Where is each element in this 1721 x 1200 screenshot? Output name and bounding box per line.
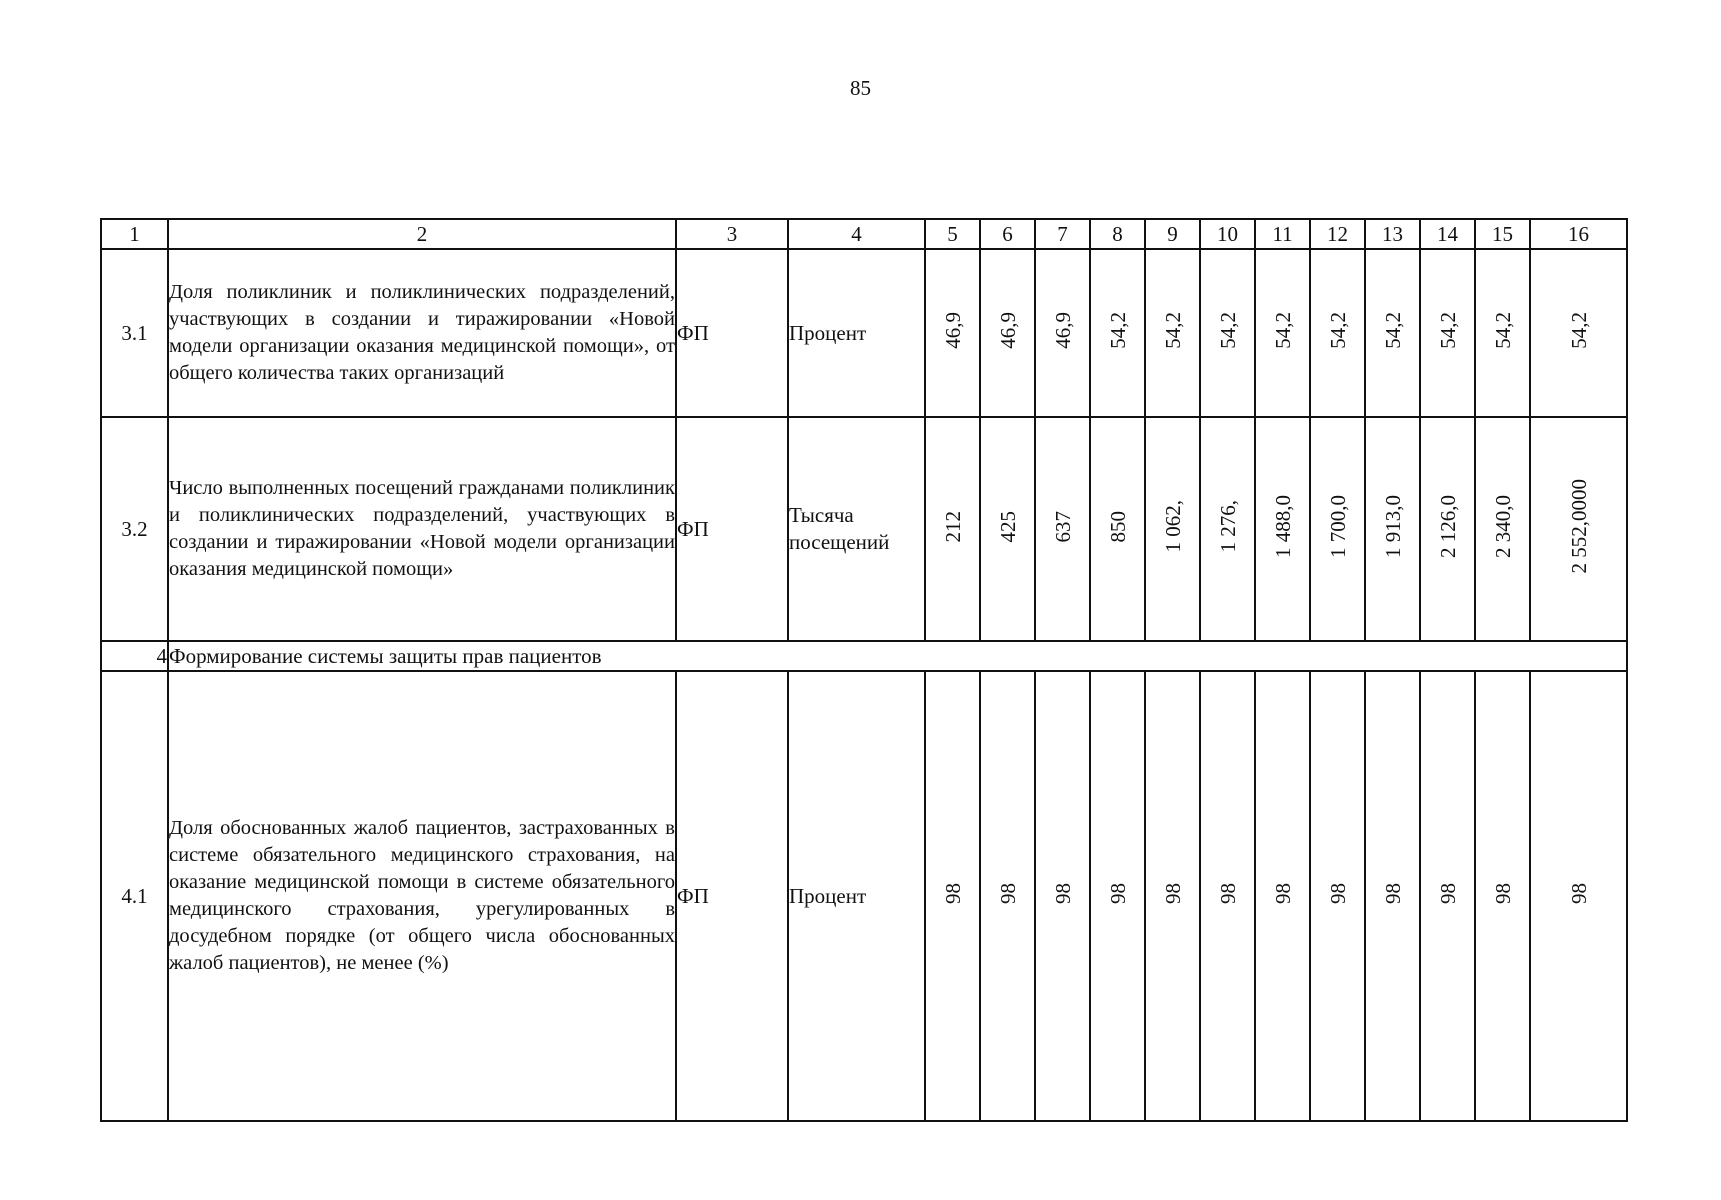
row-description: Число выполненных посещений гражданами поликлиник и поликлинических подразделений, участвующих в создании и тиражировании «Новой модели организации оказания медицинской помощи» xyxy=(168,417,676,641)
value-cell xyxy=(1530,249,1627,417)
value-cell xyxy=(1145,249,1200,417)
value-cell xyxy=(980,417,1035,641)
value-text: 98 xyxy=(1215,883,1240,904)
value-cell xyxy=(1200,417,1255,641)
value-cell xyxy=(980,249,1035,417)
value-text: 2 552,0000 xyxy=(1566,479,1591,574)
value-text: 425 xyxy=(995,510,1020,543)
value-text: 1 062, xyxy=(1160,500,1185,553)
row-description: Доля обоснованных жалоб пациентов, застрахованных в системе обязательного медицинского страхования, на оказание медицинской помощи в системе обязательного медицинского страхования, урегулированных в досудебном порядке (от общего числа обоснованных жалоб пациентов), не менее (%) xyxy=(168,671,676,1121)
row-unit: Процент xyxy=(788,249,925,417)
value-text: 1 276, xyxy=(1215,500,1240,553)
value-text: 46,9 xyxy=(1050,312,1075,349)
row-number: 4.1 xyxy=(101,671,168,1121)
value-text: 98 xyxy=(940,883,965,904)
header-cell: 7 xyxy=(1035,219,1090,249)
header-cell: 1 xyxy=(101,219,168,249)
header-cell: 12 xyxy=(1310,219,1365,249)
value-cell xyxy=(1420,249,1475,417)
value-text: 2 126,0 xyxy=(1435,495,1460,558)
value-cell xyxy=(1310,249,1365,417)
header-cell: 10 xyxy=(1200,219,1255,249)
value-text: 98 xyxy=(1380,883,1405,904)
header-row xyxy=(101,219,1627,249)
value-cell xyxy=(1365,249,1420,417)
value-cell xyxy=(1475,249,1530,417)
value-cell xyxy=(925,671,980,1121)
value-text: 1 488,0 xyxy=(1270,495,1295,558)
header-cell: 16 xyxy=(1530,219,1627,249)
page-number: 85 xyxy=(850,76,871,100)
value-cell xyxy=(1200,671,1255,1121)
value-cell xyxy=(1420,671,1475,1121)
row-number: 3.2 xyxy=(101,417,168,641)
header-cell: 11 xyxy=(1255,219,1310,249)
row-type: ФП xyxy=(676,249,788,417)
value-text: 54,2 xyxy=(1490,312,1515,349)
header-cell: 3 xyxy=(676,219,788,249)
header-cell: 6 xyxy=(980,219,1035,249)
section-row xyxy=(101,641,1627,671)
value-text: 98 xyxy=(1325,883,1350,904)
value-cell xyxy=(1090,249,1145,417)
value-cell xyxy=(1255,417,1310,641)
value-cell xyxy=(1530,671,1627,1121)
value-cell xyxy=(1310,417,1365,641)
value-text: 54,2 xyxy=(1435,312,1460,349)
value-cell xyxy=(1200,249,1255,417)
value-text: 54,2 xyxy=(1270,312,1295,349)
value-cell xyxy=(1475,671,1530,1121)
value-cell xyxy=(1255,249,1310,417)
section-number: 4 xyxy=(101,641,168,671)
header-cell: 4 xyxy=(788,219,925,249)
indicator-table xyxy=(100,218,1628,1122)
value-cell xyxy=(1255,671,1310,1121)
value-text: 1 913,0 xyxy=(1380,495,1405,558)
value-cell xyxy=(1035,249,1090,417)
row-type: ФП xyxy=(676,671,788,1121)
table-row-3-1 xyxy=(101,249,1627,417)
value-text: 46,9 xyxy=(940,312,965,349)
value-text: 212 xyxy=(940,510,965,543)
value-text: 54,2 xyxy=(1566,312,1591,349)
value-cell xyxy=(1310,671,1365,1121)
value-text: 1 700,0 xyxy=(1325,495,1350,558)
value-text: 2 340,0 xyxy=(1490,495,1515,558)
section-title: Формирование системы защиты прав пациентов xyxy=(168,641,1627,671)
value-text: 98 xyxy=(1105,883,1130,904)
value-text: 98 xyxy=(995,883,1020,904)
value-cell xyxy=(1035,417,1090,641)
value-text: 850 xyxy=(1105,510,1130,543)
value-cell xyxy=(1530,417,1627,641)
value-cell xyxy=(925,417,980,641)
row-type: ФП xyxy=(676,417,788,641)
value-text: 98 xyxy=(1050,883,1075,904)
value-cell xyxy=(1090,671,1145,1121)
row-unit: Тысяча посещений xyxy=(788,417,925,641)
value-cell xyxy=(980,671,1035,1121)
value-text: 98 xyxy=(1566,883,1591,904)
row-unit: Процент xyxy=(788,671,925,1121)
value-cell xyxy=(1145,671,1200,1121)
value-cell xyxy=(1365,671,1420,1121)
value-text: 98 xyxy=(1270,883,1295,904)
value-text: 54,2 xyxy=(1380,312,1405,349)
table-row-3-2 xyxy=(101,417,1627,641)
row-number: 3.1 xyxy=(101,249,168,417)
value-cell xyxy=(1475,417,1530,641)
value-cell xyxy=(1365,417,1420,641)
value-text: 54,2 xyxy=(1215,312,1240,349)
value-text: 98 xyxy=(1435,883,1460,904)
header-cell: 14 xyxy=(1420,219,1475,249)
header-cell: 5 xyxy=(925,219,980,249)
header-cell: 8 xyxy=(1090,219,1145,249)
value-cell xyxy=(1420,417,1475,641)
value-text: 98 xyxy=(1490,883,1515,904)
value-text: 98 xyxy=(1160,883,1185,904)
value-text: 54,2 xyxy=(1325,312,1350,349)
header-cell: 13 xyxy=(1365,219,1420,249)
value-text: 54,2 xyxy=(1105,312,1130,349)
header-cell: 15 xyxy=(1475,219,1530,249)
value-cell xyxy=(925,249,980,417)
header-cell: 2 xyxy=(168,219,676,249)
value-text: 46,9 xyxy=(995,312,1020,349)
value-cell xyxy=(1035,671,1090,1121)
value-cell xyxy=(1090,417,1145,641)
header-cell: 9 xyxy=(1145,219,1200,249)
table-row-4-1 xyxy=(101,671,1627,1121)
value-text: 54,2 xyxy=(1160,312,1185,349)
value-text: 637 xyxy=(1050,510,1075,543)
value-cell xyxy=(1145,417,1200,641)
row-description: Доля поликлиник и поликлинических подразделений, участвующих в создании и тиражировании «Новой модели организации оказания медицинской помощи», от общего количества таких организаций xyxy=(168,249,676,417)
